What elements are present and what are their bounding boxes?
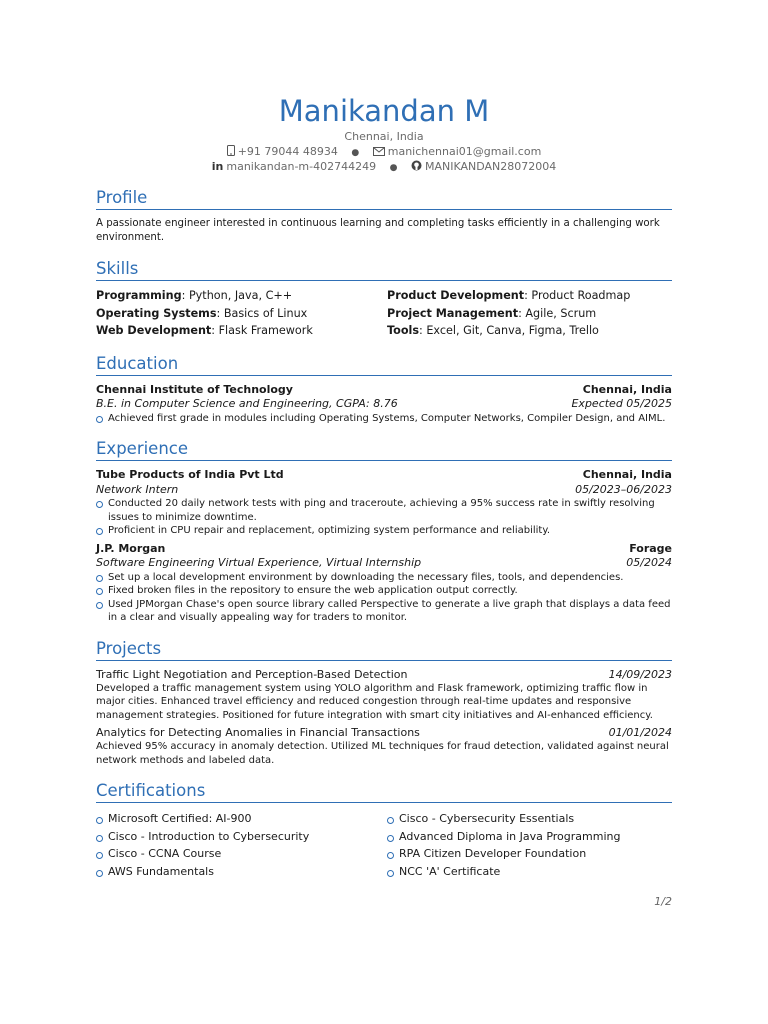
certification-item: Cisco - CCNA Course xyxy=(96,845,387,863)
separator-dot-icon: ● xyxy=(389,163,398,173)
section-title-education: Education xyxy=(96,354,672,376)
separator-dot-icon: ● xyxy=(351,148,360,158)
email-icon xyxy=(373,145,388,158)
skills-section xyxy=(96,259,672,340)
school-name: Chennai Institute of Technology xyxy=(96,382,293,396)
github-icon xyxy=(411,160,425,173)
list-item: Used JPMorgan Chase's open source library called Perspective to generate a live graph that displays a data feed in a clear and visually appealing way for traders to monitor. xyxy=(96,598,672,625)
skill-item: Web Development: Flask Framework xyxy=(96,324,313,337)
candidate-location: Chennai, India xyxy=(344,130,424,143)
candidate-name: Manikandan M xyxy=(278,94,490,128)
list-item: Proficient in CPU repair and replacement, optimizing system performance and reliability. xyxy=(96,524,672,538)
project-description: Developed a traffic management system using YOLO algorithm and Flask framework, optimizing traffic flow in major cities. Enhanced travel efficiency and reduced congestion through real-time updates and responsive management strategies. Positioned for future integration with smart city initiatives and AI-enhanced efficiency. xyxy=(96,682,653,721)
project-name: Analytics for Detecting Anomalies in Financial Transactions xyxy=(96,726,420,739)
skill-item: Operating Systems: Basics of Linux xyxy=(96,306,308,320)
skills-grid xyxy=(96,287,672,340)
skill-item: Product Development: Product Roadmap xyxy=(387,289,631,302)
degree: B.E. in Computer Science and Engineering, CGPA: 8.76 xyxy=(96,397,398,410)
company-name: Tube Products of India Pvt Ltd xyxy=(96,468,284,481)
job-entry xyxy=(96,468,672,538)
section-title-experience: Experience xyxy=(96,439,672,461)
job-date: 05/2023–06/2023 xyxy=(575,482,672,496)
email-link[interactable]: manichennai01@gmail.com xyxy=(387,145,542,158)
job-location: Chennai, India xyxy=(582,468,672,481)
linkedin-icon: in xyxy=(211,160,224,173)
certification-item: Microsoft Certified: AI-900 xyxy=(96,810,387,828)
list-item: Set up a local development environment by downloading the necessary files, tools, and dependencies. xyxy=(96,571,672,585)
certification-item: Advanced Diploma in Java Programming xyxy=(387,828,672,846)
list-item: Conducted 20 daily network tests with ping and traceroute, achieving a 95% success rate in swiftly resolving issues to minimize downtime. xyxy=(96,497,672,524)
phone-icon xyxy=(227,145,238,158)
profile-text: A passionate engineer interested in continuous learning and completing tasks efficiently in a challenging work environment. xyxy=(96,218,660,243)
job-location: Forage xyxy=(629,541,672,555)
section-title-projects: Projects xyxy=(96,639,672,661)
contact-line-1 xyxy=(96,144,672,159)
projects-section xyxy=(96,639,672,768)
project-entry xyxy=(96,668,672,723)
project-name: Traffic Light Negotiation and Perception-Based Detection xyxy=(96,667,408,681)
skill-item: Programming: Python, Java, C++ xyxy=(96,289,293,302)
section-title-profile: Profile xyxy=(96,188,672,210)
job-date: 05/2024 xyxy=(626,556,672,569)
linkedin-link[interactable]: manikandan-m-402744249 xyxy=(226,160,377,173)
job-role: Software Engineering Virtual Experience, Virtual Internship xyxy=(96,556,422,569)
contact-line-2 xyxy=(96,159,672,174)
list-item: Fixed broken files in the repository to ensure the web application output correctly. xyxy=(96,584,672,598)
certification-item: RPA Citizen Developer Foundation xyxy=(387,845,672,863)
certification-item: AWS Fundamentals xyxy=(96,863,387,881)
job-role: Network Intern xyxy=(96,482,179,496)
job-entry xyxy=(96,542,672,625)
section-title-certifications: Certifications xyxy=(96,781,672,803)
certifications-grid xyxy=(96,810,672,880)
certification-item: NCC 'A' Certificate xyxy=(387,863,672,881)
page-number: 1/2 xyxy=(654,895,672,908)
skill-item: Project Management: Agile, Scrum xyxy=(387,306,597,320)
section-title-skills: Skills xyxy=(96,259,672,281)
list-item: Achieved first grade in modules including Operating Systems, Computer Networks, Compiler Design, and AIML. xyxy=(96,412,672,426)
project-date: 01/01/2024 xyxy=(608,726,672,739)
certifications-section xyxy=(96,781,672,880)
project-date: 14/09/2023 xyxy=(608,667,672,681)
school-location: Chennai, India xyxy=(582,382,672,396)
project-description: Achieved 95% accuracy in anomaly detection. Utilized ML techniques for fraud detection, validated against neural network methods and labeled data. xyxy=(96,741,669,766)
certification-item: Cisco - Introduction to Cybersecurity xyxy=(96,828,387,846)
github-link[interactable]: MANIKANDAN28072004 xyxy=(424,160,557,173)
company-name: J.P. Morgan xyxy=(96,541,166,555)
education-section xyxy=(96,354,672,426)
skill-item: Tools: Excel, Git, Canva, Figma, Trello xyxy=(387,324,599,337)
resume-page xyxy=(96,92,672,880)
project-entry xyxy=(96,726,672,767)
education-date: Expected 05/2025 xyxy=(571,397,672,410)
experience-section xyxy=(96,439,672,625)
education-entry xyxy=(96,383,672,426)
profile-section xyxy=(96,188,672,245)
phone-number[interactable]: +91 79044 48934 xyxy=(237,145,338,158)
certification-item: Cisco - Cybersecurity Essentials xyxy=(387,810,672,828)
